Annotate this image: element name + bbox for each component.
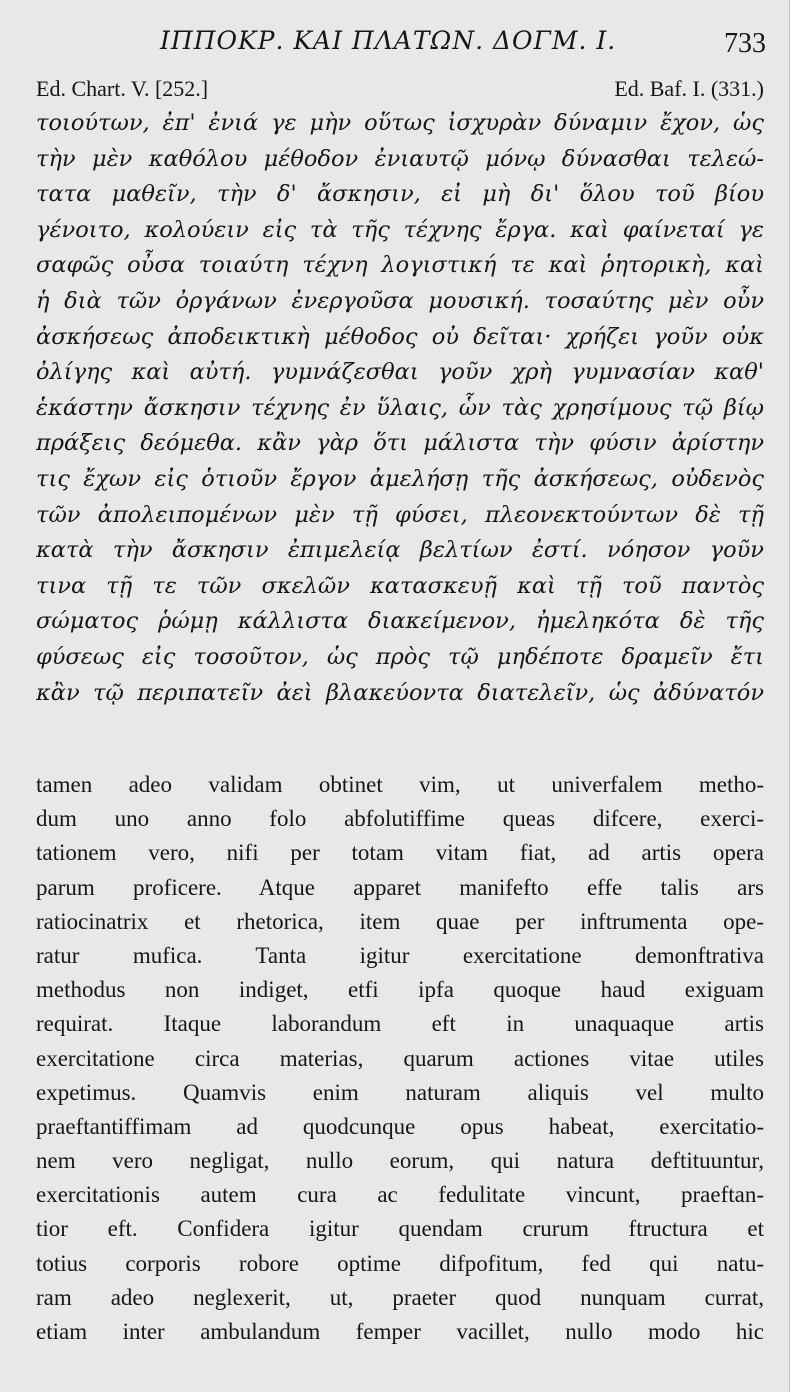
greek-text-block — [36, 106, 764, 711]
greek-text-line: σώματος ῥώμῃ κάλλιστα διακείμενον, ἠμεληκότα δὲ τῆς — [36, 608, 764, 635]
latin-text-line: tamen adeo validam obtinet vim, ut univerfalem metho- — [36, 772, 764, 797]
latin-text-line: exercitatione circa materias, quarum actiones vitae utiles — [36, 1045, 764, 1071]
latin-text-line: totius corporis robore optime difpofitum, fed qui natu- — [36, 1250, 764, 1276]
latin-text-line: requirat. Itaque laborandum eft in unaquaque artis — [36, 1011, 764, 1037]
latin-text-line: methodus non indiget, etfi ipfa quoque haud exiguam — [36, 977, 764, 1003]
greek-text-line: κατὰ τὴν ἄσκησιν ἐπιμελείᾳ βελτίων ἐστί. νόησον γοῦν — [36, 537, 764, 564]
greek-text-line: ἡ διὰ τῶν ὀργάνων ἐνεργοῦσα μουσική. τοσαύτης μὲν οὖν — [36, 287, 764, 314]
greek-text-line: τοιούτων, ἐπ' ἐνιά γε μὴν οὕτως ἰσχυρὰν δύναμιν ἔχον, ὡς — [36, 110, 764, 136]
greek-text-line: τὴν μὲν καθόλου μέθοδον ἐνιαυτῷ μόνῳ δύνασθαι τελεώ- — [36, 145, 764, 172]
latin-text-line: ram adeo neglexerit, ut, praeter quod nunquam currat, — [36, 1284, 764, 1310]
latin-text-line: praeftantiffimam ad quodcunque opus habeat, exercitatio- — [36, 1113, 764, 1139]
edition-basel-reference: Ed. Baf. I. (331.) — [614, 76, 764, 101]
latin-text-line: tior eft. Confidera igitur quendam crurum ftructura et — [36, 1216, 764, 1242]
greek-text-line: τατα μαθεῖν, τὴν δ' ἄσκησιν, εἰ μὴ δι' ὅλου τοῦ βίου — [36, 181, 764, 208]
greek-text-line: τινα τῇ τε τῶν σκελῶν κατασκευῇ καὶ τῇ τοῦ παντὸς — [36, 572, 764, 599]
latin-text-line: exercitationis autem cura ac fedulitate vincunt, praeftan- — [36, 1182, 764, 1208]
latin-text-block — [36, 768, 764, 1349]
latin-text-line: ratur mufica. Tanta igitur exercitatione demonftrativa — [36, 942, 764, 968]
latin-text-line: dum uno anno folo abfolutiffime queas difcere, exerci- — [36, 806, 764, 832]
greek-text-line: γένοιτο, κολούειν εἰς τὰ τῆς τέχνης ἔργα. καὶ φαίνεταί γε — [36, 216, 764, 243]
running-title: ΙΠΠΟΚΡ. ΚΑΙ ΠΛΑΤΩΝ. ΔΟΓΜ. Ι. — [160, 26, 617, 55]
latin-text-line: etiam inter ambulandum femper vacillet, nullo modo hic — [36, 1319, 764, 1344]
greek-text-line: σαφῶς οὖσα τοιαύτη τέχνη λογιστική τε καὶ ῥητορικὴ, καὶ — [36, 252, 764, 279]
latin-text-line: nem vero negligat, nullo eorum, qui natura deftituuntur, — [36, 1148, 764, 1174]
greek-text-line: ἑκάστην ἄσκησιν τέχνης ἐν ὕλαις, ὧν τὰς χρησίμους τῷ βίῳ — [36, 394, 764, 421]
page-edge-margin — [789, 0, 800, 1392]
edition-reference-line — [36, 76, 764, 106]
page-number: 733 — [724, 28, 766, 59]
latin-text-line: ratiocinatrix et rhetorica, item quae per inftrumenta ope- — [36, 908, 764, 934]
greek-text-line: κἂν τῷ περιπατεῖν ἀεὶ βλακεύοντα διατελεῖν, ὡς ἀδύνατόν — [36, 679, 764, 706]
latin-text-line: tationem vero, nifi per totam vitam fiat, ad artis opera — [36, 840, 764, 866]
latin-text-line: expetimus. Quamvis enim naturam aliquis vel multo — [36, 1079, 764, 1105]
greek-text-line: ἀσκήσεως ἀποδεικτικὴ μέθοδος οὐ δεῖται· χρήζει γοῦν οὐκ — [36, 323, 764, 350]
edition-chart-reference: Ed. Chart. V. [252.] — [36, 76, 209, 101]
greek-text-line: πράξεις δεόμεθα. κἂν γὰρ ὅτι μάλιστα τὴν φύσιν ἀρίστην — [36, 430, 764, 457]
greek-text-line: ὀλίγης καὶ αὐτή. γυμνάζεσθαι γοῦν χρὴ γυμνασίαν καθ' — [36, 359, 764, 386]
greek-text-line: τις ἔχων εἰς ὁτιοῦν ἔργον ἀμελήσῃ τῆς ἀσκήσεως, οὐδενὸς — [36, 465, 764, 492]
greek-text-line: φύσεως εἰς τοσοῦτον, ὡς πρὸς τῷ μηδέποτε δραμεῖν ἔτι — [36, 643, 764, 670]
latin-text-line: parum proficere. Atque apparet manifefto effe talis ars — [36, 874, 764, 900]
greek-text-line: τῶν ἀπολειπομένων μὲν τῇ φύσει, πλεονεκτούντων δὲ τῇ — [36, 501, 764, 528]
